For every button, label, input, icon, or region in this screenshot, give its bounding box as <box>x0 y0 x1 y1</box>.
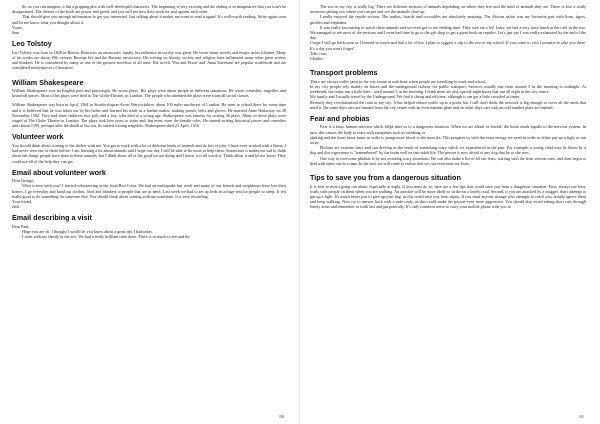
email-visit-line-2: I went with my family to the zoo. We had a really brilliant time there. There is so much to see and do. <box>22 234 191 240</box>
left-intro-signoff: Yours, <box>12 24 23 30</box>
email-visit-line-1: Hope you are ok. I thought I would let you know about a great day I had today. <box>22 229 153 235</box>
transport-para-3: My family and I usually travel by the Underground. We find it cheap and efficient, although it can get a little crowded at times. <box>310 94 521 100</box>
shakespeare-para-1: William Shakespeare was an English poet and playwright. He wrote plays. His plays were about people in different situations. He wrote comedies, tragedies and historical pieces. Most of his plays were held in The Globe Theatre, in London. The people who attended the plays were from all social classes. <box>12 88 286 99</box>
fear-para-2: shaking and the heart beats faster in order to pump more blood to the muscles. This prepares us with the extra energy we need in order to either put up a fight or run away. <box>310 134 586 146</box>
fear-para-3: Phobias are extreme fears and can develop as the result of something scary which we experienced in the past. For example, a young child may be bitten by a dog and this experience is "remembered" by the brain well on into adult life. The person is now afraid of any dog that he or she sees. <box>310 145 586 156</box>
right-text-column <box>310 4 586 210</box>
zoo-para-1: The zoo in my city is really big. There are different sections of animals depending on where they live and the kind of animals they are. There is also a really awesome petting zoo where you can pet and see the animals close up. <box>310 4 586 15</box>
heading-email-volunteer: Email about volunteer work <box>12 167 106 177</box>
zoo-signoff: Take care, <box>310 50 327 56</box>
transport-para-2: In my city people rely mainly on buses and the underground railway for public transport. Services usually run from around 5 in the morning to midnight. At weekends, the trains run a little later – until around 3 in the morning. I think there are also special night buses that run all night in the city centre. <box>310 83 586 95</box>
left-intro-para-1: So, as you can imagine, it has a gripping plot with well-developed characters. The beginning is very exciting and the ending is so imaginative that you won't be disappointed. The themes of the book are power and greed, and you will see how they work for and against each other. <box>12 4 286 15</box>
heading-email-visit: Email describing a visit <box>12 213 92 223</box>
zoo-para-4: I hope I will go back soon as I learned so much and had a lot of fun. I plan to suggest a trip to the zoo to my school. If you come to visit I promise to take you there. It's a day you won't forget! <box>310 40 586 51</box>
heading-volunteer-work: Volunteer work <box>12 132 64 142</box>
safety-para-1: It is best to avoid going out alone, especially at night. If you must do so, here are a few tips that could save you from a dangerous situation. First, always use busy roads with people on them when you are walking. An attacker will be more likely to strike on a lonely road. Second, if you are attacked by a mugger, don't attempt to put up a fight. It's much better just to give up your bag, as this could save you from injury. If you must anyone strange who attempts to reach you, simply ignore them and keep walking. Now try to answer back with a rude reply, as this could make the person even more aggressive. You should also avoid taking short cuts through lonely areas and remember to walk fast and purposefully. It's only common sense to carry your mobile phone with you in <box>310 183 586 210</box>
right-page <box>300 0 600 424</box>
zoo-signature: Charles <box>310 56 323 62</box>
zoo-para-3: It was really fascinating to watch these animals and we even got to see feeding time. They sure eat a lot! Later, we had a very tasty lunch at the café in the zoo. We managed to see most of the sections and I even had time to go to the gift shop to get a great book on reptiles. Let's just say I was really exhausted by the end of the day. <box>310 24 586 41</box>
email-volunteer-signoff: Your friend, <box>12 199 33 205</box>
fear-para-4: One way to overcome phobias is by not avoiding scary situations. We can also make a list of all our fears, starting with the least serious ones, and then begin to deal with them one at a time. In the end, we will come to realise that we can overcome our fears. <box>310 155 586 166</box>
email-volunteer-body: What is new with you? I started volunteering at the local Red Cross. We had an earthquake last week and many of our friends and neighbours have lost their homes. I go everyday and hand out clothes, food and blankets to people that are in need. Last week we had to set up beds in a huge tent for people to sleep. It felt really good to do something for someone else. You should think about coming with me sometime. It is very rewarding. <box>12 183 286 199</box>
zoo-para-2: I really enjoyed the reptile section. The snakes, lizards and crocodiles are absolutely amazing. The African safari was my favourite part with lions, tigers, giraffes and elephants. <box>310 14 586 25</box>
page-number-right: 81 <box>579 414 584 419</box>
transport-para-1: There are always traffic jams in the city centre at rush hour when people are travelling to work and school. <box>310 78 487 84</box>
email-visit-greeting: Dear Paul, <box>12 223 30 229</box>
heading-fear-phobias: Fear and phobias <box>310 113 370 123</box>
email-volunteer-signature: Jack <box>12 204 20 210</box>
volunteer-para-1: You should think about coming to the shelter with me. You get to work with a lot of different kinds of animals and do lots of jobs. I have even worked with a llama; I had never seen one of those before. I am learning a lot about animals and I hope one day I will be able to do more to help them. Sometimes it makes me sad to think about the things people have done to these animals, but I think about all of the good we are doing and I know it is all worth it. Think about it and let me know. They could use all of the help they can get. <box>12 142 286 164</box>
left-intro-signature: Sam <box>12 30 20 36</box>
transport-para-4: Recently they revolutionised the train in my city. It has helped reduce traffic up to a point, but I still don't think the network is big enough to cover all the areas that need it. On some days cars are banned from the city centre with an even number plate and on other days cars with an odd number plate are banned. <box>310 99 586 110</box>
heading-safety-tips: Tips to save you from a dangerous situation <box>310 173 461 183</box>
heading-transport-problems: Transport problems <box>310 68 378 78</box>
fear-para-1: Fear is a basic human emotion which helps alert us to a dangerous situation. When we are afraid or fearful, the brain sends signals to the nervous system. In turn, this causes the body to react with symptoms such as sweating or <box>310 124 586 135</box>
heading-william-shakespeare: William Shakespeare <box>12 77 84 87</box>
page-number-left: 80 <box>279 414 284 419</box>
shakespeare-para-2: William Shakespeare was born in April, 1564 in Stratford-upon-Avon, Warwickshire, about 100 miles northwest of London. He went to school there for some time and it is believed that he was taken out by his father and learned his trade as a leather maker, making purses, belts and gloves. He married Anne Hathaway on 28 November 1582. They had three children, two girls and a boy, who died at a young age. Shakespeare was famous for writing 36 plays. Many of these plays were staged at The Globe Theatre in London. The plays took him years to write and, but even, even the female roles. He started writing historical pieces and comedies until about 1599, perhaps after the death of his son, he started writing tragedies. Shakespeare died 23 April, 1616. <box>12 102 286 129</box>
left-text-column <box>12 4 286 240</box>
email-volunteer-greeting: Dear George, <box>12 178 35 184</box>
tolstoy-para-1: Leo Tolstoy was born in 1828 in Russia. Born into an aristocratic family, his influence in society was great. He wrote many novels and essays in his lifetime. Many of his works are about 19th century Russian life and the Russian aristocracy. His writing on history, society and religion have influenced many other great writers and thinkers. He is considered by many as one of the greatest novelists of all time. His novels 'War and Peace' and 'Anna Karenina' are popular worldwide and are considered masterpieces of literature. <box>12 49 286 71</box>
left-intro-para-2: That should give you enough information to get you interested. Just talking about it makes me want to read it again! It's well-worth reading. Write again soon and let me know what you thought about it. <box>12 14 286 25</box>
heading-leo-tolstoy: Leo Tolstoy <box>12 39 52 49</box>
